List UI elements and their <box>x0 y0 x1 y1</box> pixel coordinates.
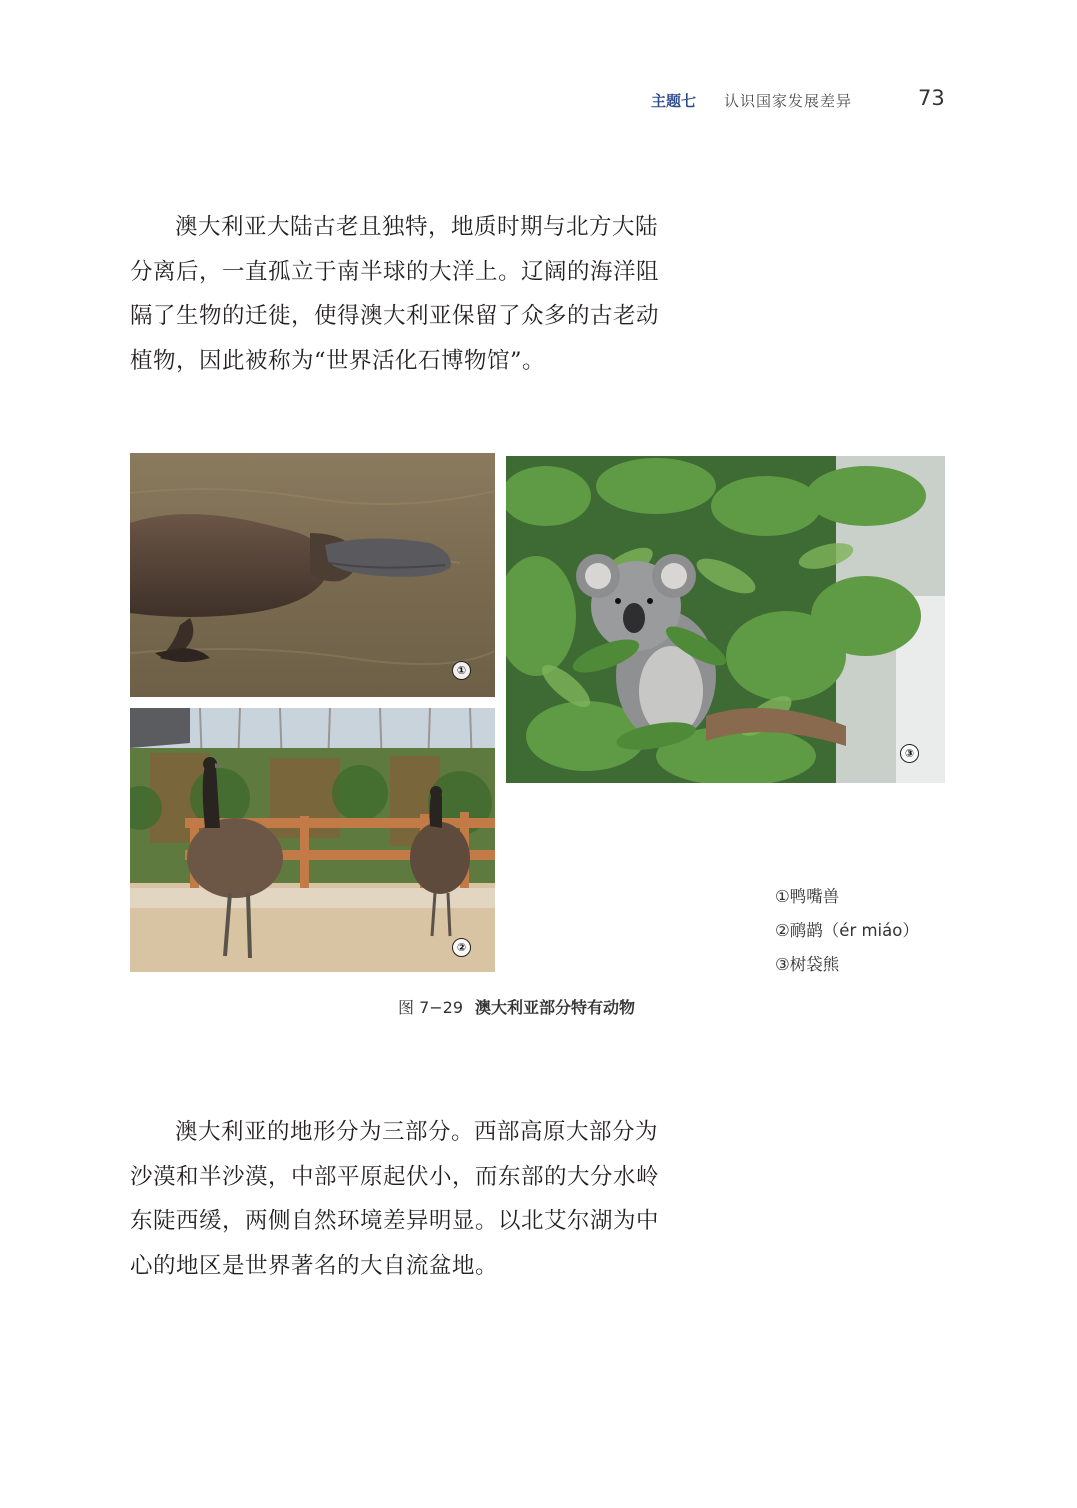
legend-item-platypus: ①鸭嘴兽 <box>775 887 840 906</box>
header-topic: 主题七 <box>651 92 697 110</box>
header-title: 认识国家发展差异 <box>724 92 853 110</box>
body-paragraph-1: 澳大利亚大陆古老且独特，地质时期与北方大陆分离后，一直孤立于南半球的大洋上。辽阔的海洋阻隔了生物的迁徙，使得澳大利亚保留了众多的古老动植物，因此被称为“世界活化石博物馆”。 <box>130 214 660 374</box>
photo-marker-3: ③ <box>900 744 919 763</box>
figure-legend <box>775 880 919 982</box>
legend-item-koala: ③树袋熊 <box>775 955 840 974</box>
photo-marker-2: ② <box>452 938 471 957</box>
emu-illustration <box>130 708 495 972</box>
figure-caption-text: 澳大利亚部分特有动物 <box>475 998 636 1017</box>
photo-marker-1: ① <box>452 661 471 680</box>
legend-item-emu: ②鸸鹋（ér miáo） <box>775 921 919 940</box>
body-paragraph-2: 澳大利亚的地形分为三部分。西部高原大部分为沙漠和半沙漠，中部平原起伏小，而东部的大分水岭东陡西缓，两侧自然环境差异明显。以北艾尔湖为中心的地区是世界著名的大自流盆地。 <box>130 1119 660 1279</box>
emu-photo <box>130 708 495 972</box>
figure-caption <box>398 995 635 1018</box>
koala-illustration <box>506 456 945 783</box>
platypus-illustration <box>130 453 495 697</box>
figure-number: 图 7−29 <box>398 998 464 1017</box>
platypus-photo <box>130 453 495 697</box>
koala-photo <box>506 456 945 783</box>
page-header <box>0 86 1077 116</box>
page-number: 73 <box>918 86 945 110</box>
